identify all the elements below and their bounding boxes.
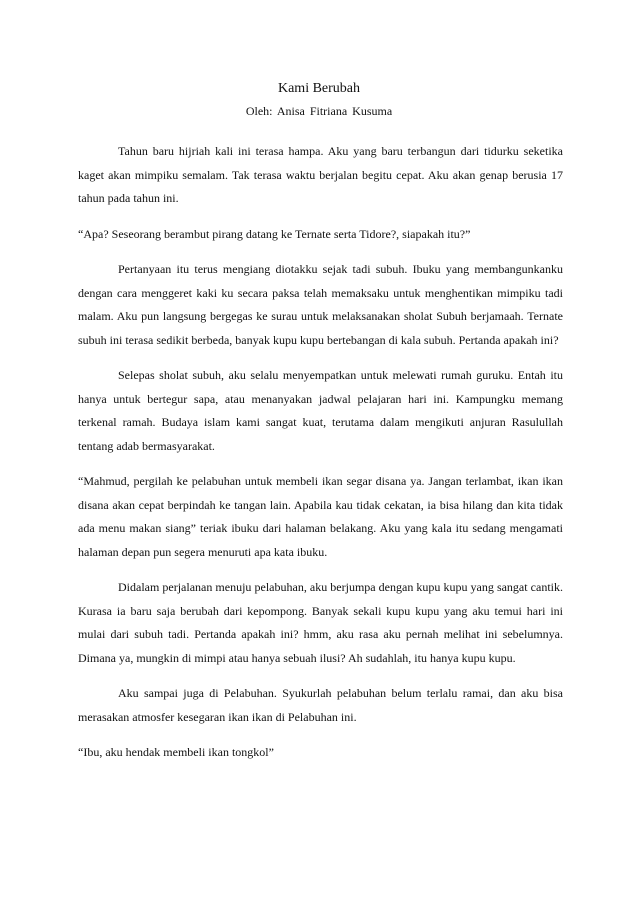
paragraph: “Mahmud, pergilah ke pelabuhan untuk membeli ikan segar disana ya. Jangan terlambat, ikan ikan disana akan cepat berpindah ke tangan lain. Apabila kau tidak cekatan, ia bisa hilang dan kita tidak ada menu makan siang” teriak ibuku dari halaman belakang. Aku yang kala itu sedang mengamati halaman depan pun segera menuruti apa kata ibuku. bbox=[78, 474, 563, 559]
paragraph: Pertanyaan itu terus mengiang diotakku sejak tadi subuh. Ibuku yang membangunkanku dengan cara menggeret kaki ku secara paksa telah memaksaku untuk menghentikan mimpiku tadi malam. Aku pun langsung bergegas ke surau untuk melaksanakan sholat Subuh berjamaah. Ternate subuh ini terasa sedikit berbeda, banyak kupu kupu bertebangan di kala subuh. Pertanda apakah ini? bbox=[78, 262, 563, 347]
author-line: Oleh: Anisa Fitriana Kusuma bbox=[245, 104, 393, 118]
paragraph: Selepas sholat subuh, aku selalu menyempatkan untuk melewati rumah guruku. Entah itu hanya untuk bertegur sapa, atau menanyakan jadwal pelajaran hari ini. Kampungku memang terkenal ramah. Budaya islam kami sangat kuat, terutama dalam mengikuti anjuran Rasulullah tentang adab bermasyarakat. bbox=[78, 368, 563, 453]
document-title: Kami Berubah bbox=[277, 81, 361, 96]
paragraph: Didalam perjalanan menuju pelabuhan, aku berjumpa dengan kupu kupu yang sangat cantik. Kurasa ia baru saja berubah dari kepompong. Banyak sekali kupu kupu yang aku temui hari ini mulai dari subuh tadi. Pertanda apakah ini? hmm, aku rasa aku pernah melihat ini sebelumnya. Dimana ya, mungkin di mimpi atau hanya sebuah ilusi? Ah sudahlah, itu hanya kupu kupu. bbox=[78, 580, 563, 665]
paragraph: Aku sampai juga di Pelabuhan. Syukurlah pelabuhan belum terlalu ramai, dan aku bisa merasakan atmosfer kesegaran ikan ikan di Pelabuhan ini. bbox=[78, 686, 563, 724]
paragraph: Tahun baru hijriah kali ini terasa hampa. Aku yang baru terbangun dari tidurku seketika kaget akan mimpiku semalam. Tak terasa waktu berjalan begitu cepat. Aku akan genap berusia 17 tahun pada tahun ini. bbox=[78, 144, 563, 205]
paragraph: “Apa? Seseorang berambut pirang datang ke Ternate serta Tidore?, siapakah itu?” bbox=[78, 226, 471, 241]
paragraph: “Ibu, aku hendak membeli ikan tongkol” bbox=[78, 745, 274, 759]
document-body bbox=[78, 140, 563, 777]
